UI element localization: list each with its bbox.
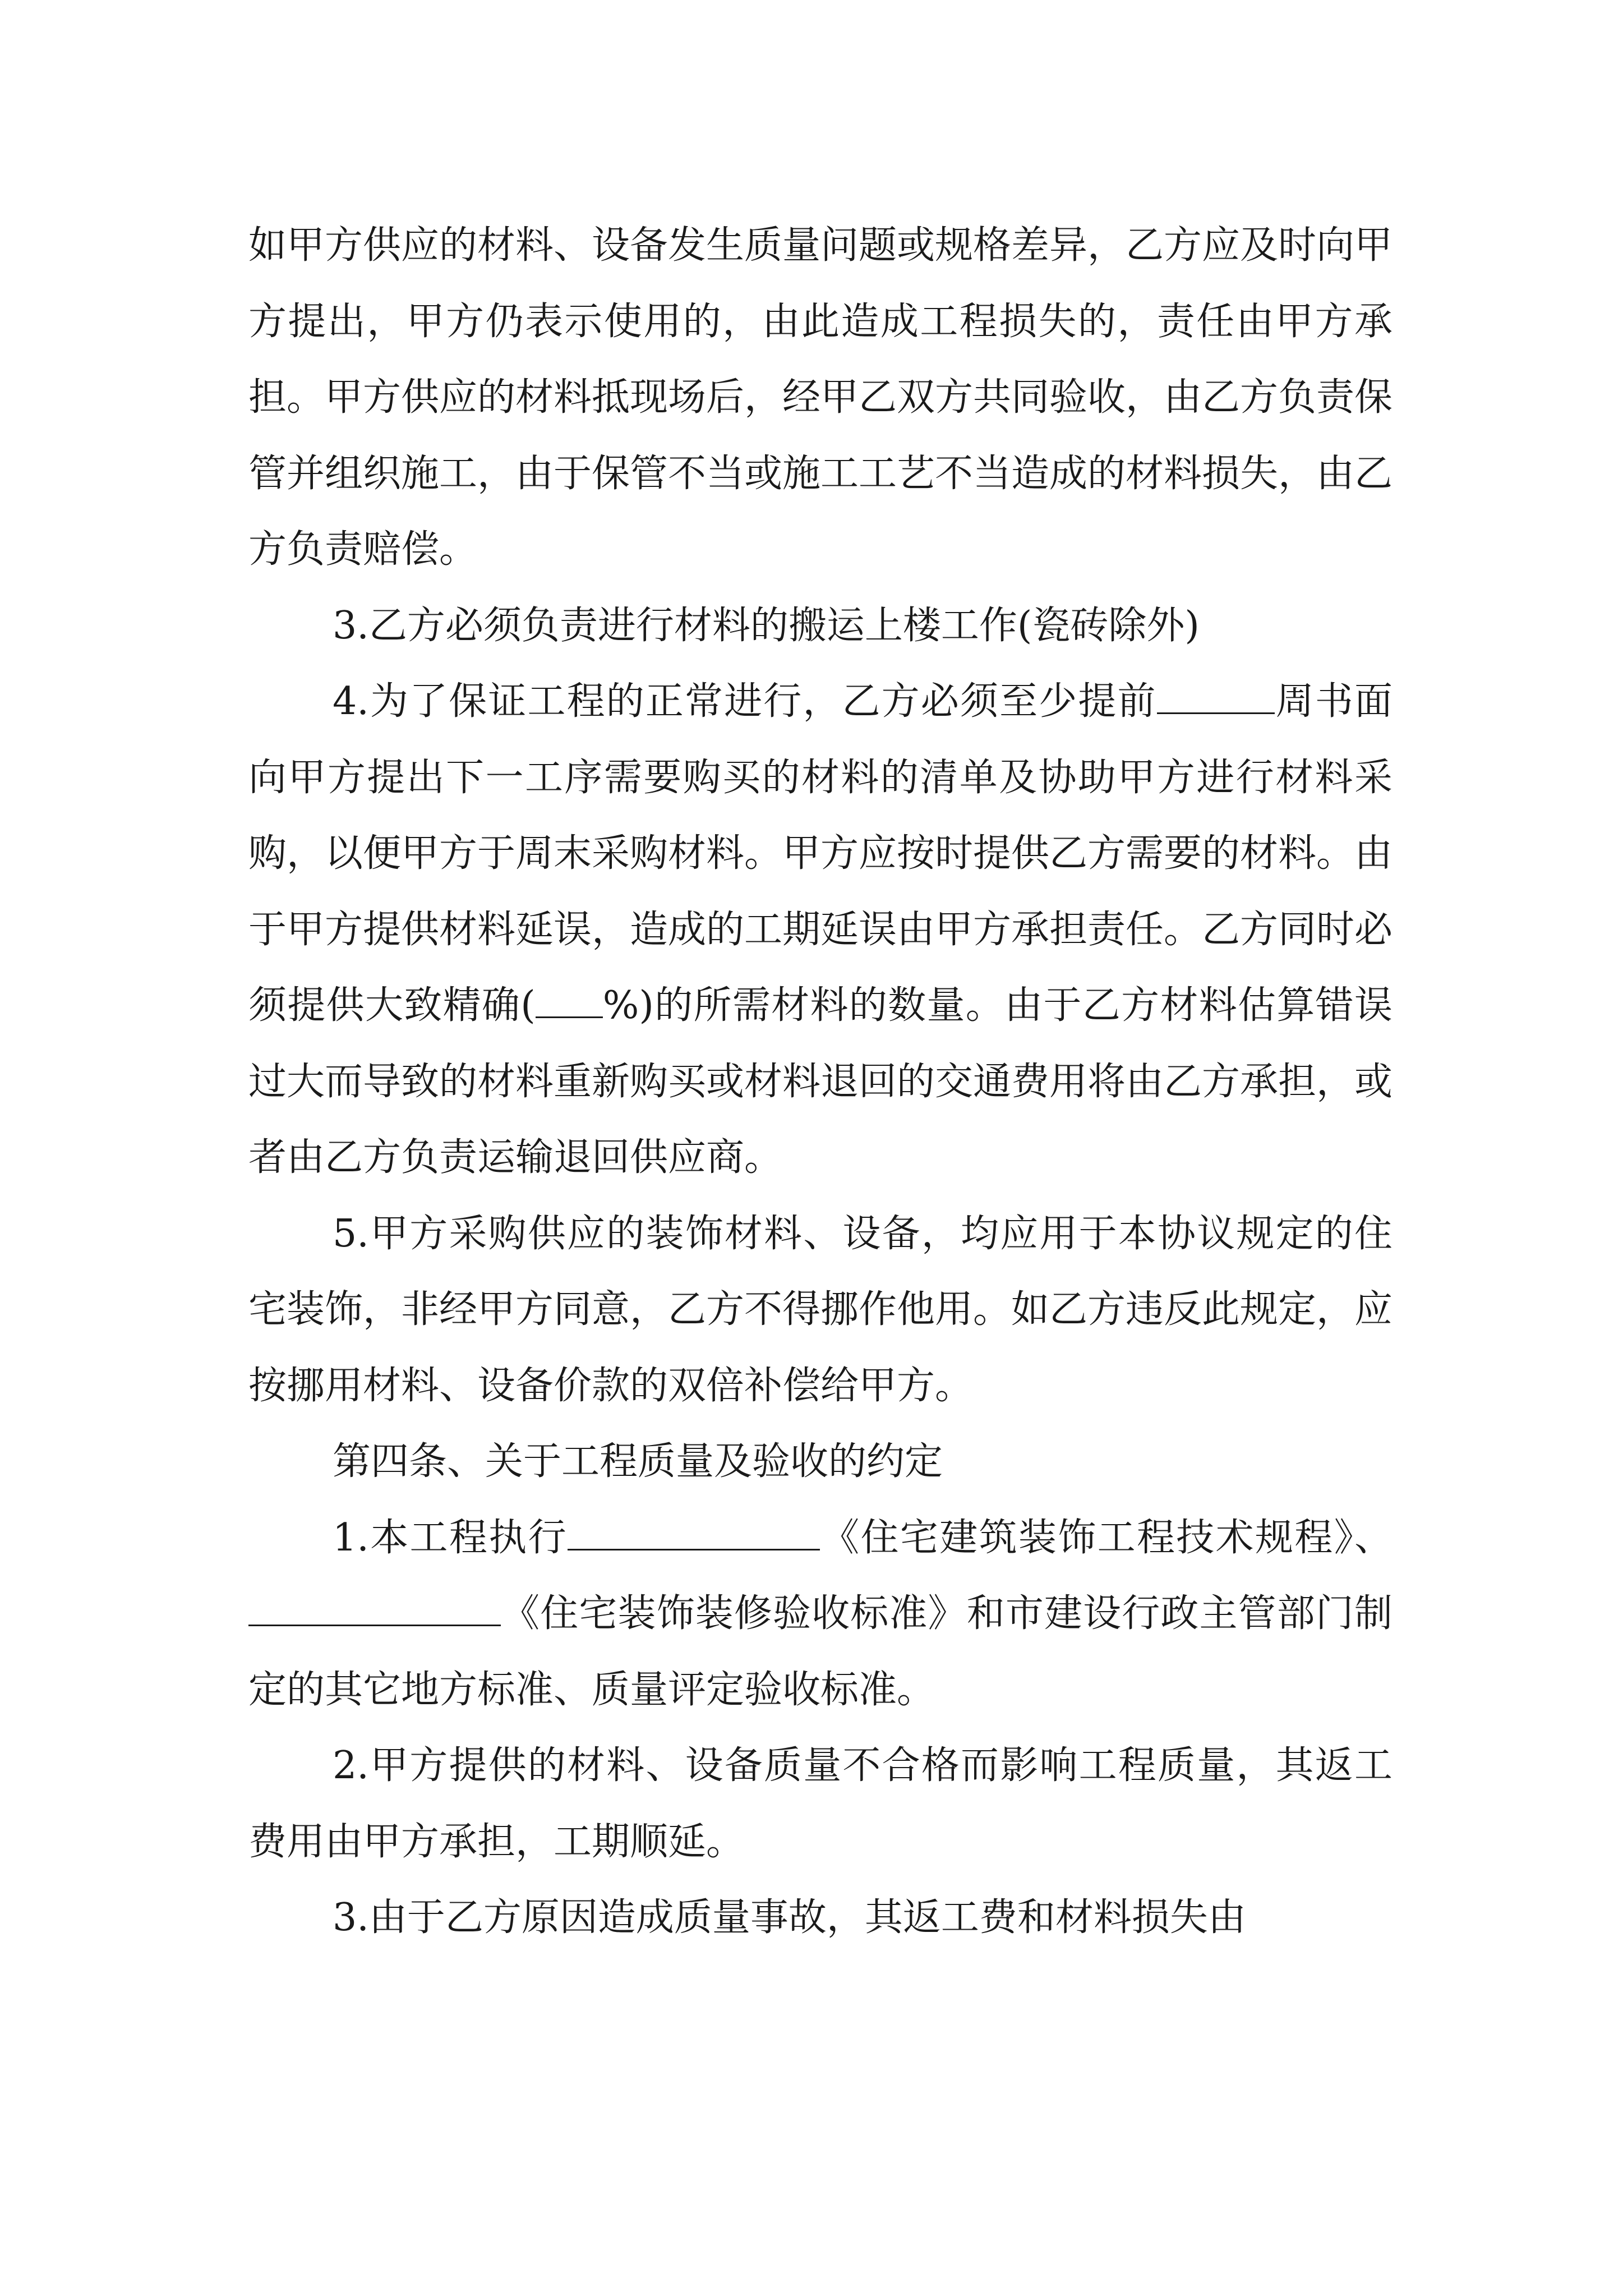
paragraph-art4-item-1 — [248, 1500, 1393, 1728]
weeks-blank-line — [1157, 679, 1275, 714]
standard-blank-line — [248, 1591, 501, 1626]
paragraph-text: 5.甲方采购供应的装饰材料、设备，均应用于本协议规定的住宅装饰，非经甲方同意，乙方不得挪作他用。如乙方违反此规定，应按挪用材料、设备价款的双倍补偿给甲方。 — [248, 1211, 1393, 1408]
paragraph-text: 如甲方供应的材料、设备发生质量问题或规格差异，乙方应及时向甲方提出，甲方仍表示使用的，由此造成工程损失的，责任由甲方承担。甲方供应的材料抵现场后，经甲乙双方共同验收，由乙方负责保管并组织施工，由于保管不当或施工工艺不当造成的材料损失，由乙方负责赔偿。 — [248, 223, 1393, 572]
percent-blank-line — [536, 983, 603, 1018]
paragraph-item-5-misuse — [248, 1196, 1393, 1424]
paragraph-text: 周书面向甲方提出下一工序需要购买的材料的清单及协助甲方进行材料采购，以便甲方于周末采购材料。甲方应按时提供乙方需要的材料。由于甲方提供材料延误，造成的工期延误由甲方承担责任。乙方同时必须提供大致精确( — [248, 679, 1393, 1028]
paragraph-item-3-carry — [248, 588, 1393, 664]
standard-blank-line — [568, 1516, 820, 1550]
heading-text: 第四条、关于工程质量及验收的约定 — [333, 1439, 943, 1484]
paragraph-text: 1.本工程执行 — [333, 1515, 568, 1560]
article-4-heading — [248, 1424, 1393, 1500]
paragraph-text: 2.甲方提供的材料、设备质量不合格而影响工程质量，其返工费用由甲方承担，工期顺延。 — [248, 1743, 1393, 1864]
document-body — [248, 208, 1393, 1956]
paragraph-art4-item-3 — [248, 1880, 1393, 1956]
paragraph-text: %)的所需材料的数量。由于乙方材料估算错误过大而导致的材料重新购买或材料退回的交通费用将由乙方承担，或者由乙方负责运输退回供应商。 — [248, 983, 1393, 1180]
paragraph-text: 3.乙方必须负责进行材料的搬运上楼工作(瓷砖除外) — [333, 603, 1200, 648]
paragraph-item-4-purchase — [248, 664, 1393, 1196]
paragraph-supply-quality — [248, 208, 1393, 588]
paragraph-text: 4.为了保证工程的正常进行，乙方必须至少提前 — [333, 679, 1157, 724]
paragraph-text: 《住宅装饰装修验收标准》和市建设行政主管部门制定的其它地方标准、质量评定验收标准。 — [248, 1591, 1393, 1712]
paragraph-text: 《住宅建筑装饰工程技术规程》、 — [819, 1515, 1393, 1560]
paragraph-art4-item-2 — [248, 1728, 1393, 1880]
paragraph-text: 3.由于乙方原因造成质量事故，其返工费和材料损失由 — [333, 1895, 1246, 1940]
